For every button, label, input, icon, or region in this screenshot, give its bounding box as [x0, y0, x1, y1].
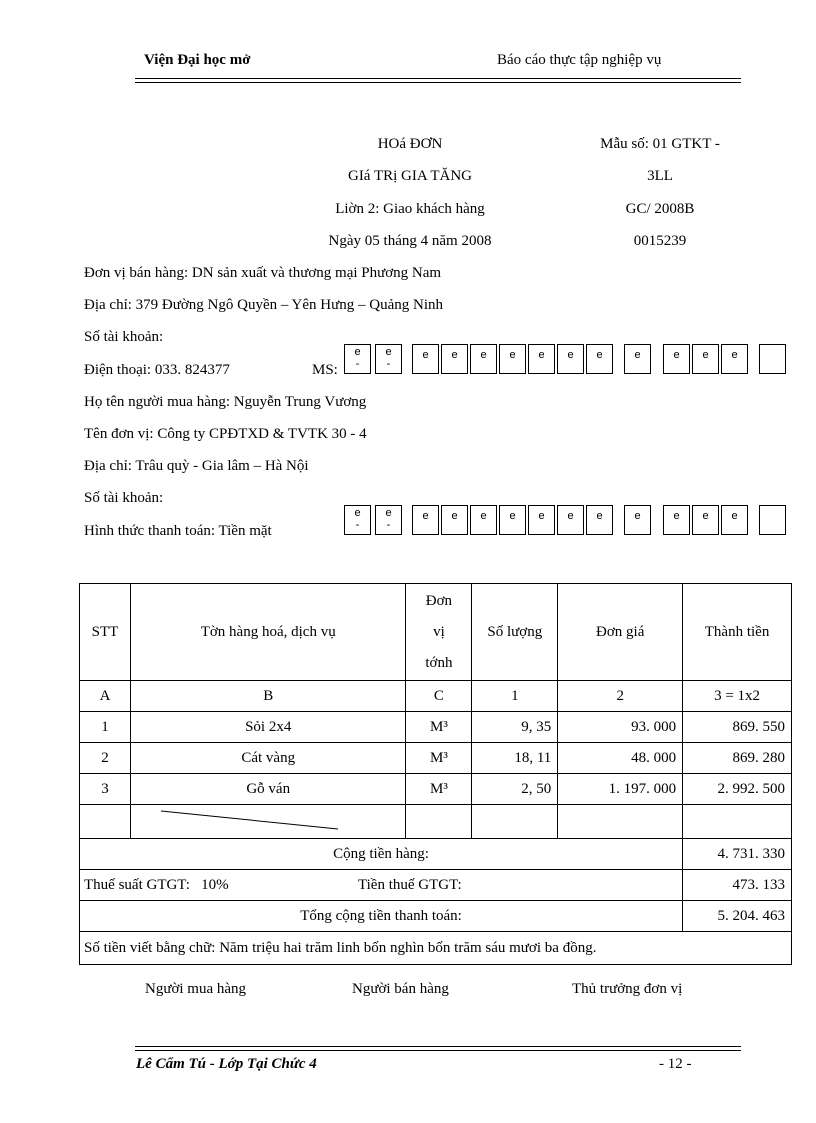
code-cell: B [130, 681, 405, 712]
code-cell: 2 [558, 681, 683, 712]
row-item-name: Gỗ ván [130, 774, 405, 805]
empty-cell [406, 805, 472, 839]
total-row [80, 901, 792, 932]
invoice-series: GC/ 2008B [625, 201, 695, 217]
empty-cell [472, 805, 558, 839]
footer-rule-bottom [135, 1050, 741, 1051]
header-amount: Thành tiền [683, 584, 792, 681]
tax-digit-box: e [441, 505, 468, 535]
form-number-line1: Mẫu số: 01 GTKT - [600, 136, 720, 152]
tax-digit-box: e [692, 505, 719, 535]
row-item-name: Cát vàng [130, 743, 405, 774]
invoice-copy: Liờn 2: Giao khách hàng [335, 201, 485, 217]
tax-digit-box: e [470, 505, 497, 535]
table-row [80, 743, 792, 774]
table-code-row [80, 681, 792, 712]
footer-rule-top [135, 1046, 741, 1047]
tax-digit-box: e [692, 344, 719, 374]
tax-digit-box: e - [375, 344, 402, 374]
table-header-row [80, 584, 792, 681]
tax-digit-box: e [663, 344, 690, 374]
tax-digit-box: e [721, 505, 748, 535]
code-cell: C [406, 681, 472, 712]
empty-cell [683, 805, 792, 839]
payment-method: Hình thức thanh toán: Tiền mặt [84, 523, 272, 539]
table-empty-row [80, 805, 792, 839]
vat-row [80, 870, 792, 901]
footer-author: Lê Cẩm Tú - Lớp Tại Chức 4 [136, 1056, 317, 1072]
header-item-name: Tờn hàng hoá, dịch vụ [130, 584, 405, 681]
empty-cell [558, 805, 683, 839]
header-unit: Đơn vị tớnh [406, 584, 472, 681]
tax-digit-box: e [412, 344, 439, 374]
tax-digit-box: e [557, 505, 584, 535]
vat-value: 473. 133 [683, 870, 792, 901]
tax-digit-box: e [721, 344, 748, 374]
tax-digit-box: e [499, 505, 526, 535]
row-stt: 2 [80, 743, 131, 774]
strike-line [131, 805, 407, 839]
invoice-table [79, 583, 792, 965]
row-amount: 2. 992. 500 [683, 774, 792, 805]
tax-digit-box: e [528, 344, 555, 374]
tax-digit-box: e [557, 344, 584, 374]
buyer-name: Họ tên người mua hàng: Nguyễn Trung Vương [84, 394, 367, 410]
table-row [80, 774, 792, 805]
header-stt: STT [80, 584, 131, 681]
subtotal-row [80, 839, 792, 870]
row-amount: 869. 280 [683, 743, 792, 774]
total-label: Tổng cộng tiền thanh toán: [80, 901, 683, 932]
row-stt: 1 [80, 712, 131, 743]
signature-buyer: Người mua hàng [145, 981, 247, 997]
seller-address: Địa chỉ: 379 Đường Ngô Quyền – Yên Hưng – Quảng Ninh [84, 297, 444, 313]
header-quantity: Số lượng [472, 584, 558, 681]
header-rule-top [135, 78, 741, 79]
row-unit-price: 93. 000 [558, 712, 683, 743]
tax-digit-box: e [499, 344, 526, 374]
tax-digit-box: e [624, 505, 651, 535]
row-unit-price: 1. 197. 000 [558, 774, 683, 805]
buyer-unit: Tên đơn vị: Công ty CPĐTXD & TVTK 30 - 4 [84, 426, 367, 442]
tax-digit-box: e [663, 505, 690, 535]
seller-phone: Điện thoại: 033. 824377 [84, 362, 230, 378]
amount-in-words: Số tiền viết bằng chữ: Năm triệu hai trăm linh bốn nghìn bốn trăm sáu mươi ba đồng. [80, 932, 792, 965]
tax-digit-box: e [412, 505, 439, 535]
tax-digit-box: e [528, 505, 555, 535]
row-quantity: 2, 50 [472, 774, 558, 805]
tax-digit-box: e [470, 344, 497, 374]
tax-digit-box: e [441, 344, 468, 374]
invoice-title-line2: GIá TRị GIA TĂNG [347, 168, 473, 184]
seller-tax-code-boxes [344, 344, 792, 374]
amount-in-words-row [80, 932, 792, 965]
buyer-account: Số tài khoản: [84, 490, 164, 506]
signature-seller: Người bán hàng [352, 981, 449, 997]
code-cell: 1 [472, 681, 558, 712]
signature-director: Thủ trưởng đơn vị [572, 981, 683, 997]
tax-digit-box [759, 505, 786, 535]
report-title: Báo cáo thực tập nghiệp vụ [497, 52, 662, 68]
seller-account: Số tài khoản: [84, 329, 164, 345]
row-unit-price: 48. 000 [558, 743, 683, 774]
row-unit: M³ [406, 743, 472, 774]
tax-digit-box: e [586, 505, 613, 535]
row-quantity: 9, 35 [472, 712, 558, 743]
form-number-line2: 3LL [647, 168, 673, 184]
tax-digit-box: e - [375, 505, 402, 535]
row-quantity: 18, 11 [472, 743, 558, 774]
invoice-number: 0015239 [633, 233, 687, 249]
tax-digit-box: e - [344, 505, 371, 535]
seller-tax-label: MS: [312, 362, 338, 378]
empty-cell [80, 805, 131, 839]
header-unit-price: Đơn giá [558, 584, 683, 681]
vat-label: Tiền thuế GTGT: [358, 877, 462, 893]
total-value: 5. 204. 463 [683, 901, 792, 932]
row-stt: 3 [80, 774, 131, 805]
row-unit: M³ [406, 712, 472, 743]
strike-cell [130, 805, 405, 839]
tax-digit-box: e [586, 344, 613, 374]
invoice-date: Ngày 05 tháng 4 năm 2008 [328, 233, 492, 249]
row-amount: 869. 550 [683, 712, 792, 743]
tax-digit-box: e [624, 344, 651, 374]
table-row [80, 712, 792, 743]
row-item-name: Sỏi 2x4 [130, 712, 405, 743]
subtotal-value: 4. 731. 330 [683, 839, 792, 870]
buyer-tax-code-boxes [344, 505, 792, 535]
page-number: - 12 - [659, 1056, 692, 1072]
code-cell: A [80, 681, 131, 712]
row-unit: M³ [406, 774, 472, 805]
buyer-address: Địa chỉ: Trâu quỳ - Gia lâm – Hà Nội [84, 458, 309, 474]
institution-name: Viện Đại học mở [144, 52, 251, 68]
code-cell: 3 = 1x2 [683, 681, 792, 712]
seller-unit: Đơn vị bán hàng: DN sản xuất và thương mại Phương Nam [84, 265, 442, 281]
subtotal-label: Cộng tiền hàng: [80, 839, 683, 870]
tax-digit-box [759, 344, 786, 374]
vat-label-cell [80, 870, 683, 901]
vat-rate: Thuế suất GTGT: 10% [84, 876, 229, 893]
invoice-title-line1: HOá ĐƠN [377, 136, 443, 152]
header-rule-bottom [135, 82, 741, 83]
tax-digit-box: e - [344, 344, 371, 374]
